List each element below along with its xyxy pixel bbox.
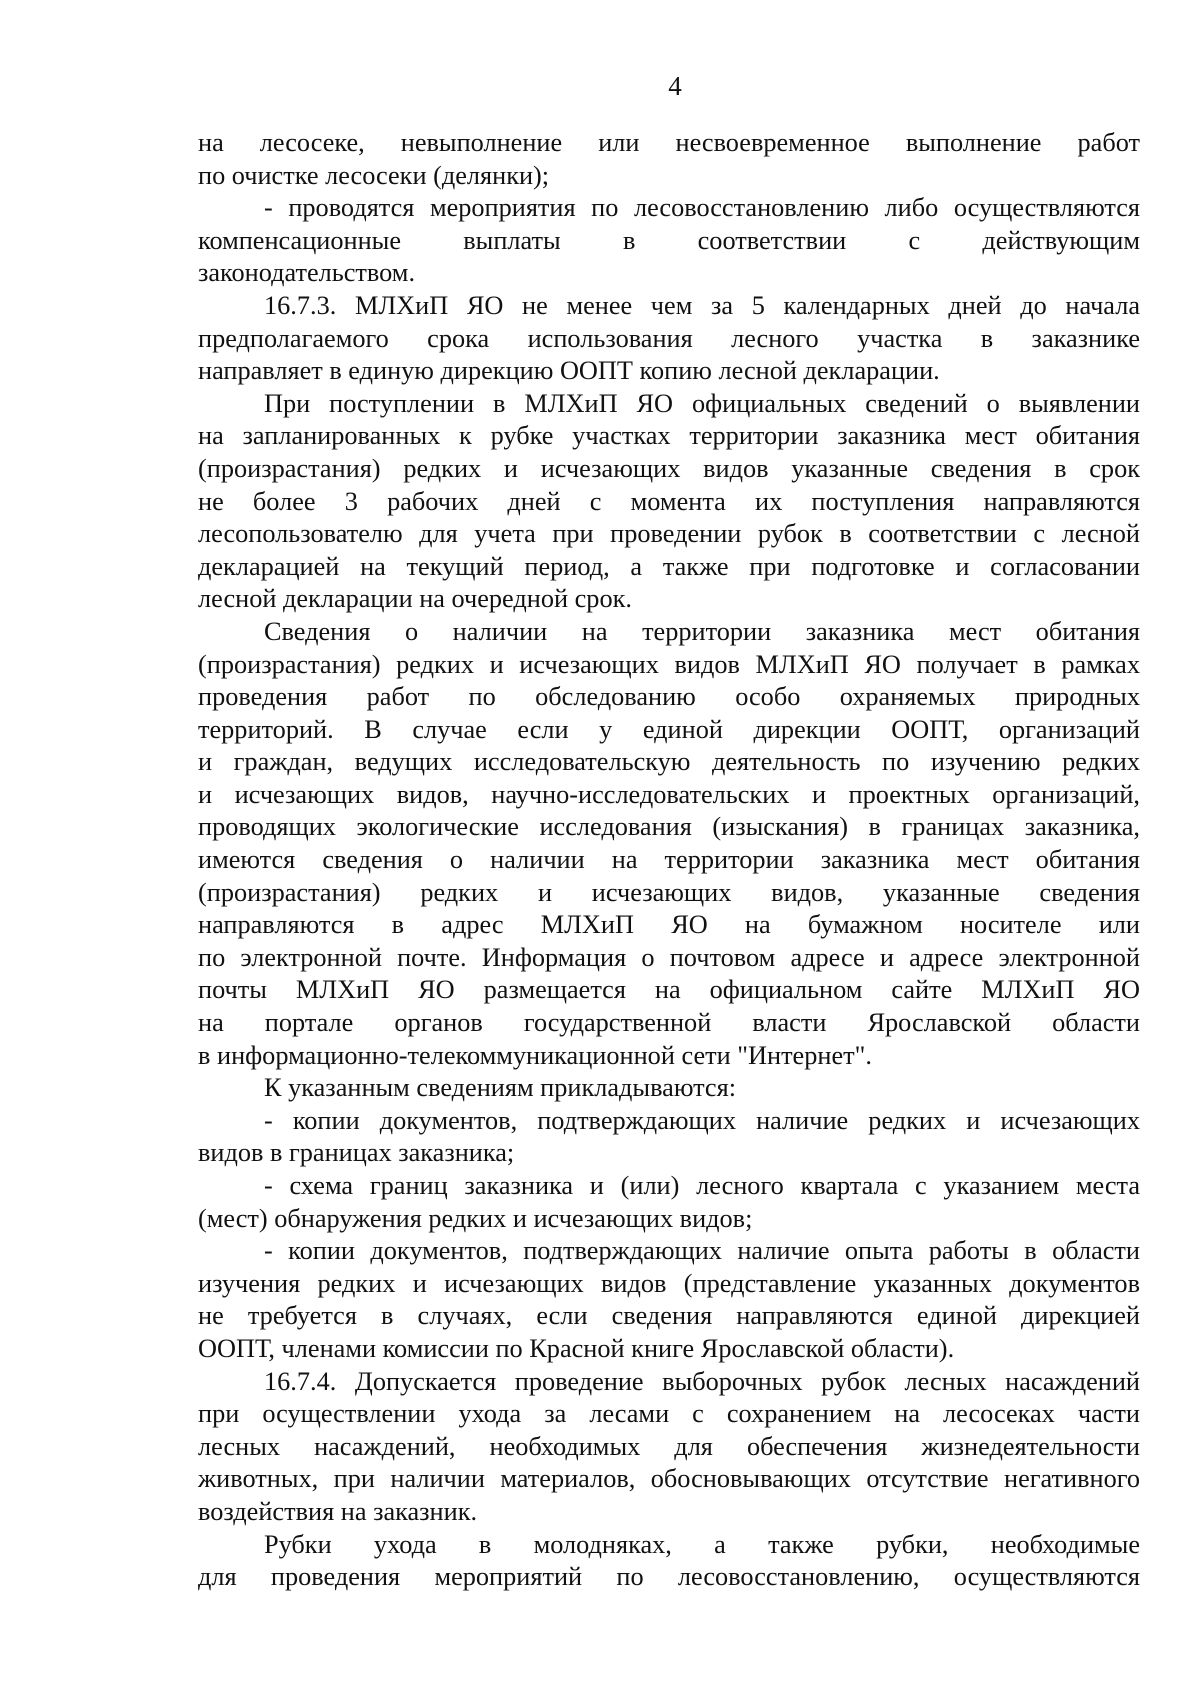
paragraph-line: - копии документов, подтверждающих наличие опыта работы в области: [264, 1236, 1140, 1266]
paragraph-line: почты МЛХиП ЯО размещается на официальном сайте МЛХиП ЯО: [198, 975, 1140, 1005]
paragraph-line: законодательством.: [198, 258, 416, 288]
paragraph-line: - проводятся мероприятия по лесовосстановлению либо осуществляются: [264, 193, 1140, 223]
paragraph-line: Сведения о наличии на территории заказника мест обитания: [264, 616, 1140, 646]
paragraph-line: (произрастания) редких и исчезающих видов указанные сведения в срок: [198, 453, 1140, 483]
paragraph-line: ООПТ, членами комиссии по Красной книге Ярославской области).: [198, 1333, 955, 1363]
paragraph-line: проводящих экологические исследования (изыскания) в границах заказника,: [198, 812, 1140, 842]
paragraph-line: для проведения мероприятий по лесовосстановлению, осуществляются: [198, 1562, 1140, 1592]
paragraph-line: в информационно-телекоммуникационной сети "Интернет".: [198, 1040, 872, 1070]
paragraph-line: изучения редких и исчезающих видов (представление указанных документов: [198, 1268, 1140, 1298]
paragraph-line: - схема границ заказника и (или) лесного квартала с указанием места: [264, 1171, 1140, 1200]
paragraph-line: и граждан, ведущих исследовательскую деятельность по изучению редких: [198, 747, 1140, 777]
paragraph-line: лесной декларации на очередной срок.: [198, 584, 632, 614]
document-body: [198, 127, 1140, 1594]
paragraph-line: (мест) обнаружения редких и исчезающих видов;: [198, 1203, 753, 1233]
paragraph-line: на портале органов государственной власти Ярославской области: [198, 1008, 1140, 1038]
paragraph-line: не более 3 рабочих дней с момента их поступления направляются: [198, 486, 1140, 516]
paragraph-line: Рубки ухода в молодняках, а также рубки, необходимые: [264, 1529, 1140, 1559]
paragraph-line: и исчезающих видов, научно-исследовательских и проектных организаций,: [198, 779, 1140, 809]
paragraph-line: на запланированных к рубке участках территории заказника мест обитания: [198, 421, 1140, 451]
paragraph-line: проведения работ по обследованию особо охраняемых природных: [198, 682, 1140, 712]
paragraph-line: декларацией на текущий период, а также при подготовке и согласовании: [198, 551, 1140, 581]
paragraph-line: (произрастания) редких и исчезающих видов МЛХиП ЯО получает в рамках: [198, 649, 1140, 679]
paragraph-line: по электронной почте. Информация о почтовом адресе и адресе электронной: [198, 942, 1140, 972]
paragraph-line: К указанным сведениям прикладываются:: [264, 1073, 737, 1103]
paragraph-line: компенсационные выплаты в соответствии с действующим: [198, 225, 1140, 255]
paragraph-line: 16.7.4. Допускается проведение выборочных рубок лесных насаждений: [264, 1366, 1140, 1396]
paragraph-line: - копии документов, подтверждающих наличие редких и исчезающих: [264, 1105, 1140, 1135]
page-number: 4: [668, 71, 682, 101]
paragraph-line: (произрастания) редких и исчезающих видов, указанные сведения: [198, 877, 1140, 907]
paragraph-line: направляет в единую дирекцию ООПТ копию лесной декларации.: [198, 356, 940, 386]
paragraph-line: на лесосеке, невыполнение или несвоевременное выполнение работ: [198, 128, 1140, 157]
paragraph-line: животных, при наличии материалов, обосновывающих отсутствие негативного: [198, 1464, 1140, 1494]
paragraph-line: лесных насаждений, необходимых для обеспечения жизнедеятельности: [198, 1431, 1140, 1461]
paragraph-line: имеются сведения о наличии на территории заказника мест обитания: [198, 845, 1140, 875]
paragraph-line: При поступлении в МЛХиП ЯО официальных сведений о выявлении: [264, 388, 1140, 418]
paragraph-line: при осуществлении ухода за лесами с сохранением на лесосеках части: [198, 1399, 1140, 1429]
paragraph-line: воздействия на заказник.: [198, 1496, 478, 1526]
paragraph-line: видов в границах заказника;: [198, 1138, 515, 1168]
paragraph-line: не требуется в случаях, если сведения направляются единой дирекцией: [198, 1301, 1140, 1331]
paragraph-line: 16.7.3. МЛХиП ЯО не менее чем за 5 календарных дней до начала: [264, 290, 1140, 320]
paragraph-line: лесопользователю для учета при проведении рубок в соответствии с лесной: [198, 519, 1140, 549]
paragraph-line: предполагаемого срока использования лесного участка в заказнике: [198, 323, 1140, 353]
paragraph-line: по очистке лесосеки (делянки);: [198, 160, 550, 190]
paragraph-line: направляются в адрес МЛХиП ЯО на бумажном носителе или: [198, 910, 1140, 940]
paragraph-line: территорий. В случае если у единой дирекции ООПТ, организаций: [198, 714, 1140, 744]
